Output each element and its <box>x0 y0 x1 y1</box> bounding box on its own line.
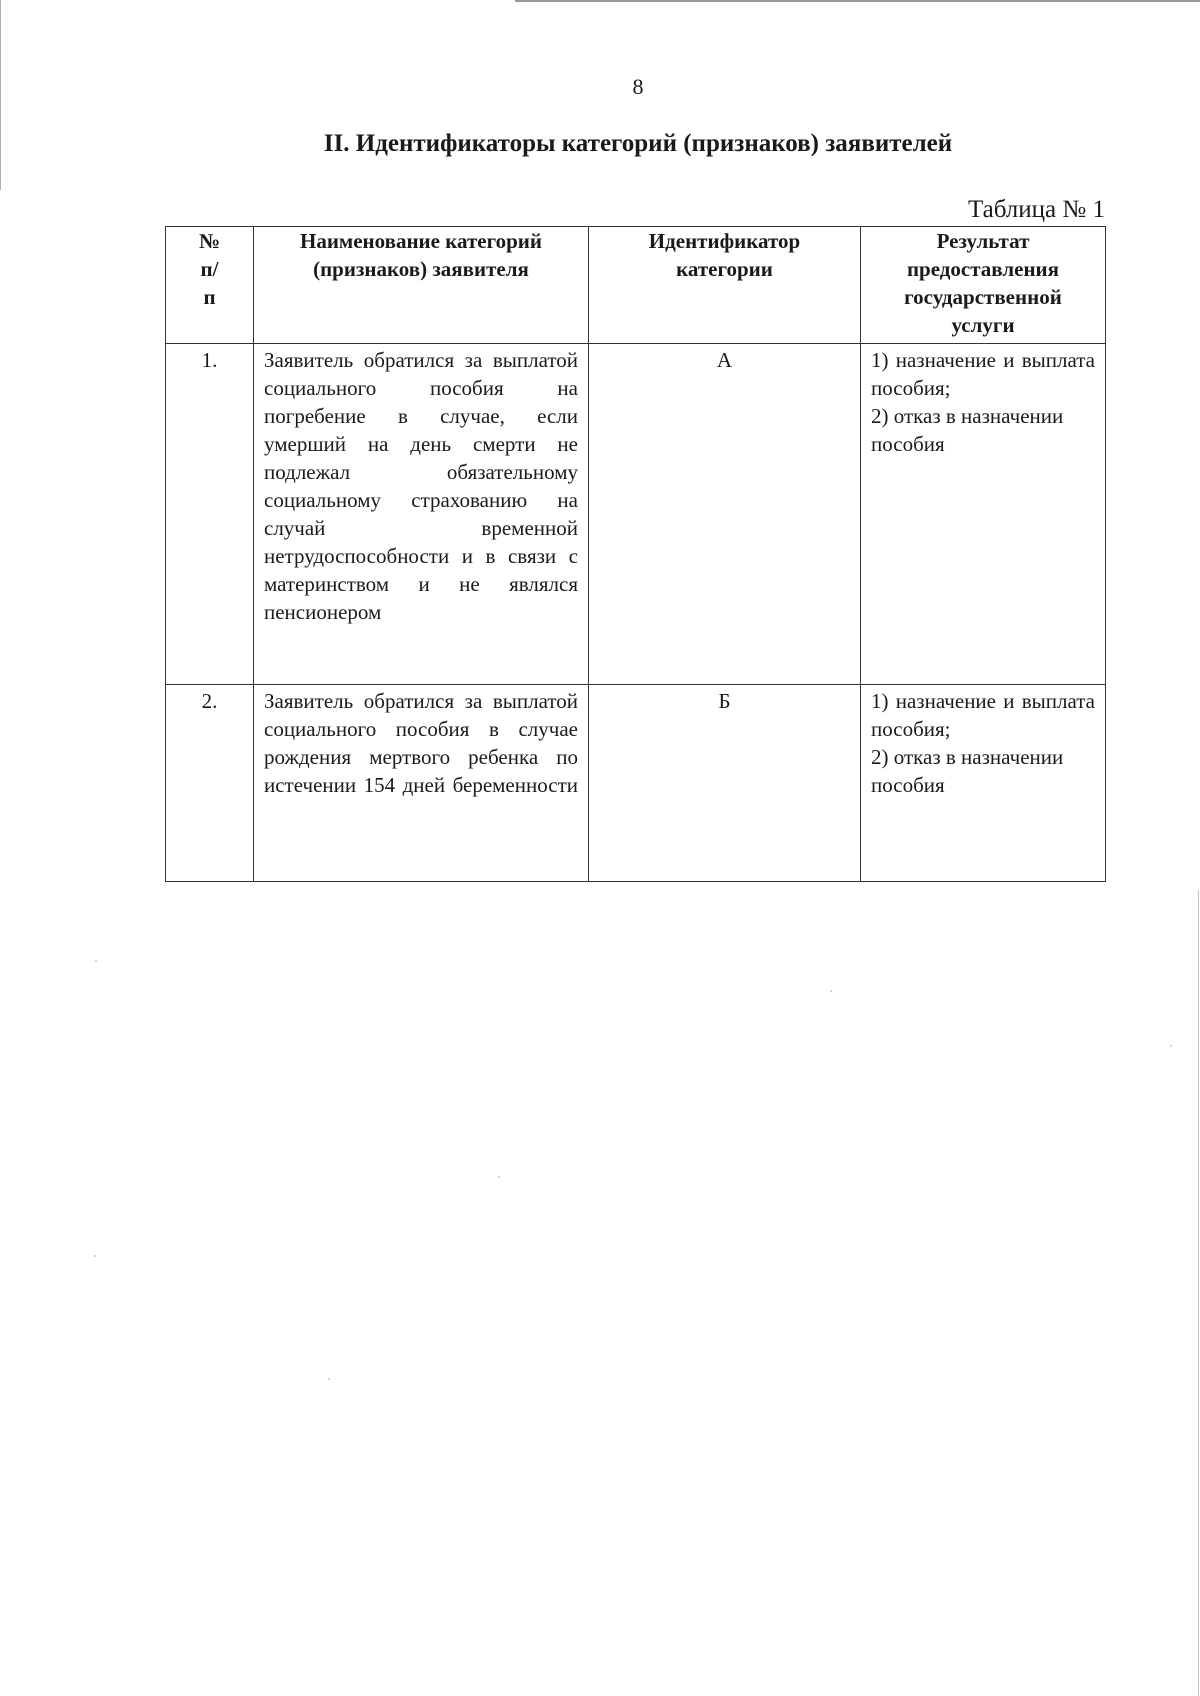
row-identifier: А <box>589 344 861 685</box>
scan-speck <box>830 990 832 992</box>
scan-speck <box>95 960 97 962</box>
row-number: 2. <box>166 685 254 882</box>
header-service-result: Результат предоставления государственной услуги <box>861 227 1106 344</box>
section-title: II. Идентификаторы категорий (признаков) заявителей <box>323 130 953 157</box>
header-number: № п/п <box>166 227 254 344</box>
scan-speck <box>94 1255 96 1257</box>
header-category-name: Наименование категорий (признаков) заявителя <box>254 227 589 344</box>
table-caption: Таблица № 1 <box>967 196 1105 223</box>
table-row <box>166 344 1106 685</box>
result-item: 2) отказ в назначении пособия <box>871 745 1064 797</box>
row-description: Заявитель обратился за выплатой социального пособия на погребение в случае, если умерший на день смерти не подлежал обязательному социальному страхованию на случай временной нетрудоспособности и в связи с материнством и не являлся пенсионером <box>254 344 589 685</box>
scan-edge-right <box>1198 890 1199 1696</box>
scan-speck <box>498 1176 500 1178</box>
row-description: Заявитель обратился за выплатой социального пособия в случае рождения мертвого ребенка по истечении 154 дней беременности <box>254 685 589 882</box>
row-number: 1. <box>166 344 254 685</box>
row-result <box>861 685 1106 882</box>
row-identifier: Б <box>589 685 861 882</box>
table-row <box>166 685 1106 882</box>
scan-edge-top <box>515 0 1200 2</box>
scan-speck <box>1170 1045 1172 1047</box>
header-category-identifier: Идентификатор категории <box>589 227 861 344</box>
result-item: 1) назначение и выплата пособия; <box>871 348 1095 400</box>
result-item: 1) назначение и выплата пособия; <box>871 689 1095 741</box>
result-item: 2) отказ в назначении пособия <box>871 404 1064 456</box>
categories-table <box>165 226 1106 882</box>
page-number: 8 <box>632 74 644 99</box>
table-header-row <box>166 227 1106 344</box>
scan-speck <box>328 1378 330 1380</box>
row-result <box>861 344 1106 685</box>
